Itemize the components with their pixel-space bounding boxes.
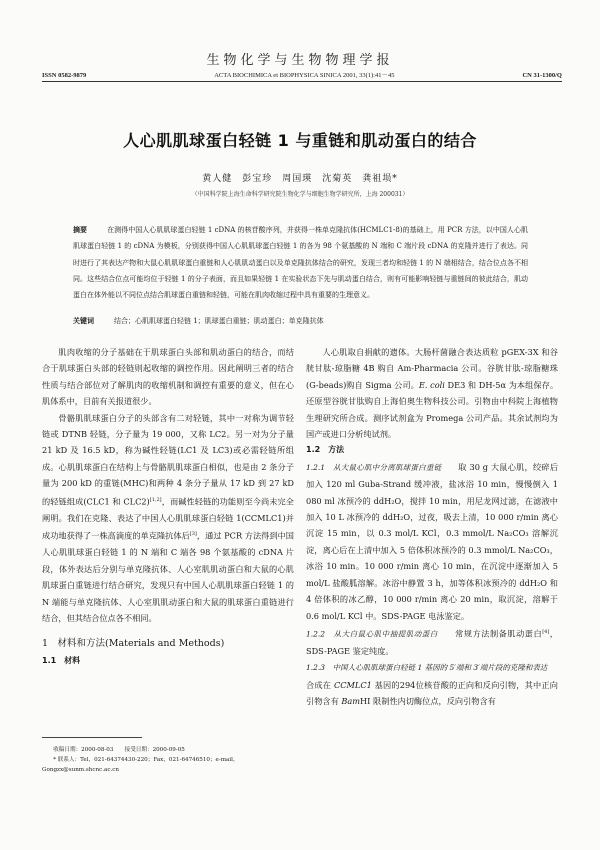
cn-number: CN 31-1300/Q xyxy=(522,72,562,79)
journal-title-en: ACTA BIOCHIMICA et BIOPHYSICA SINICA 2001, 33(1):41－45 xyxy=(214,72,395,79)
abstract xyxy=(73,222,528,303)
footnotes xyxy=(42,745,297,775)
affiliation: （中国科学院上海生命科学研究院生物化学与细胞生物学研究所，上海 200031） xyxy=(191,191,409,198)
citation-1-2: [1,2] xyxy=(149,496,162,503)
header-divider xyxy=(42,81,562,82)
intro-paragraph-2: 骨骼肌肌球蛋白分子的头部含有二对轻链，其中一对称为调节轻链或 DTNB 轻链，分子量为 19 000，又称 LC2。另一对为分子量 21 kD 及 16.5 kD，称为碱性轻链(LC1 及 LC3)或必需轻链所组成。心肌肌球蛋白在结构上与骨骼肌肌球蛋白相似，也是由 2 条分子量为 200 kD 的重链(MHC)和两种 4 条分子量从 17 kD 到 27 kD 的轻链组成(CLC1 和 CLC2)[1,2]，而碱性轻链的功能则至今尚未完全阐明。我们在克隆、表达了中国人心肌肌球蛋白轻链 1(CCMLC1)并成功地获得了一株高滴度的单克隆抗体后[3]，通过 PCR 方法得到中国人心肌肌球蛋白轻链 1 的 N 端和 C 端各 98 个氨基酸的 cDNA 片段，体外表达后分别与单克隆抗体、人心室肌肌动蛋白和大鼠的心肌肌球蛋白重链进行结合研究，发现只有中国人心肌肌球蛋白轻链 1 的 N 端能与单克隆抗体、人心室肌肌动蛋白和大鼠的肌球蛋白重链进行结合，但其结合位点各不相同。 xyxy=(42,412,294,623)
article-title: 人心肌肌球蛋白轻链 1 与重链和肌动蛋白的结合 xyxy=(123,131,477,150)
keywords-text: 结合；心肌肌球蛋白轻链 1；肌球蛋白重链；肌动蛋白；单克隆抗体 xyxy=(114,317,324,325)
method-1-2-3: 1.2.3 中国人心肌肌球蛋白轻链 1 基因的 5′端和 3′端片段的克隆和表达 合成在 CCMLC1 基因的294位核苷酸的正向和反向引物，其中正向引物含有 BamHI 限制性内切酶位点，反向引物含有 xyxy=(306,662,564,707)
method-1-2-1: 1.2.1 从大鼠心肌中分离肌球蛋白重链 取 30 g 大鼠心肌，绞碎后加入 120 ml Guba-Strand 缓冲液，盐冰浴 10 min，慢慢倒入 1 080 ml 冰预冷的 ddH₂O，搅拌 10 min，用尼龙网过滤，在滤液中加入 10 L 冰预冷的 ddH₂O，过夜，吸去上清，10 000 r/min 离心沉淀 15 min，以 0.3 mol/L KCl，0.3 mmol/L Na₂CO₃ 溶解沉淀，离心后在上清中加入 5 倍体积冰预冷的 0.3 mmol/L Na₂CO₃，冰浴 10 min。10 000 r/min 离心 10 min，在沉淀中逐渐加入 5 mol/L 盐酸胍溶解。冰浴中静置 3 h，加等体积冰预冷的 ddH₂O 和 4 倍体积的冰乙醇，10 000 r/min 离心 20 min，取沉淀，溶解于0.6 mol/L KCl 中。SDS-PAGE 电泳鉴定。 xyxy=(306,461,559,621)
subheading-1-2-2: 1.2.2 从大白鼠心肌中抽提肌动蛋白 xyxy=(306,629,438,639)
issn: ISSN 0582-9879 xyxy=(42,72,87,79)
intro-paragraph-1: 肌肉收缩的分子基础在于肌球蛋白头部和肌动蛋白的结合，而结合于肌球蛋白头部的轻链则起收缩的调控作用。因此阐明三者的结合性质与结合部位对了解肌肉的收缩机制和调控有重要的意义，但在心肌体系中，目前有关报道很少。 xyxy=(42,347,294,407)
keywords xyxy=(73,316,528,326)
journal-header-row xyxy=(42,70,562,79)
footnote-dates: 收稿日期：2000-08-03 接受日期：2000-09-05 xyxy=(53,747,185,753)
abstract-text: 在测得中国人心肌肌球蛋白轻链 1 cDNA 的核苷酸序列，并获得一株单克隆抗体(HCMLC1-8)的基础上，用 PCR 方法，以中国人心肌肌球蛋白轻链 1 的 cDNA 为模板，分别获得中国人心肌肌球蛋白轻链 1 的各为 98 个氨基酸的 N 端和 C 端片段 cDNA 的克隆并进行了表达。同时进行了其表达产物和大鼠心肌肌球蛋白重链和人心肌肌动蛋白以及单克隆抗体结合的研究，发现三者均和轻链 1 的 N 端相结合，结合位点各不相同。这些结合位点可能均位于轻链 1 的分子表面，而且如果轻链 1 在实验状态下先与肌动蛋白结合，则有可能影响轻链与重链间的彼此结合，肌动蛋白在体外能以不同位点结合肌球蛋白重链和轻链，可能在肌肉收缩过程中具有重要的生理意义。 xyxy=(73,226,528,300)
section-heading-1: 1 材料和方法(Materials and Methods) xyxy=(42,638,225,650)
authors: 黄人健 彭宝珍 周国瑛 沈菊英 龚祖埙* xyxy=(202,174,398,184)
right-column xyxy=(306,344,564,710)
left-column xyxy=(42,344,294,669)
abstract-label: 摘要 xyxy=(73,226,88,234)
section-heading-1-2: 1.2 方法 xyxy=(306,445,345,455)
citation-3: [3] xyxy=(189,531,197,538)
subheading-1-2-1: 1.2.1 从大鼠心肌中分离肌球蛋白重链 xyxy=(306,462,442,472)
section-heading-1-1: 1.1 材料 xyxy=(42,655,81,665)
citation-4: [4] xyxy=(542,628,550,635)
method-1-2-2: 1.2.2 从大白鼠心肌中抽提肌动蛋白 常规方法制备肌动蛋白[4]，SDS-PAGE 鉴定纯度。 xyxy=(306,628,558,657)
materials-paragraph: 人心肌取自捐献的遗体。大肠杆菌融合表达质粒 pGEX-3X 和谷胱甘肽-琼脂糖 4B 购自 Am-Pharmacia 公司。谷胱甘肽-琼脂糖珠(G-beads)购自 Sigma 公司。E. coli DE3 和 DH-5α 为本组保存。还原型谷胱甘肽购自上海伯奥生物科技公司。引物由中科院上海植物生理研究所合成。测序试剂盒为 Promega 公司产品。其余试剂均为国产或进口分析纯试剂。 xyxy=(306,347,559,440)
keywords-label: 关键词 xyxy=(73,317,94,325)
footnote-divider xyxy=(42,737,142,738)
subheading-1-2-3: 1.2.3 中国人心肌肌球蛋白轻链 1 基因的 5′端和 3′端片段的克隆和表达 xyxy=(306,663,548,673)
footnote-contact: * 联系人：Tel，021-64374430-220；Fax，021-64746510；e-mail，Gongzx@sunm.shcnc.ac.cn xyxy=(42,757,239,773)
journal-title-cn: 生物化学与生物物理学报 xyxy=(206,53,394,68)
